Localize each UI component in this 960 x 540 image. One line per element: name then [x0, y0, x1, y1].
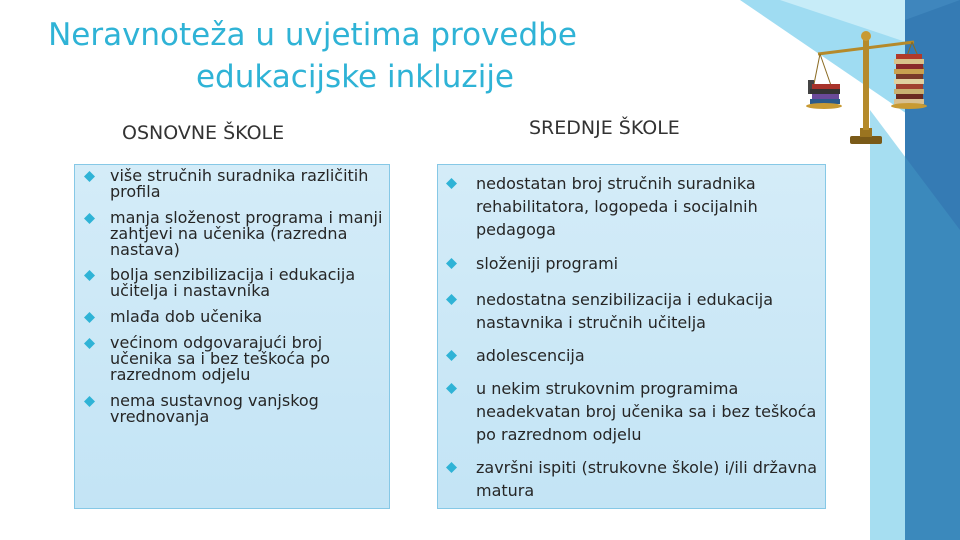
list-item-text: složeniji programi	[476, 254, 619, 273]
diamond-bullet-icon	[84, 396, 95, 407]
list-item	[446, 172, 824, 241]
diamond-bullet-icon	[446, 462, 457, 473]
list-item	[446, 288, 824, 334]
list-item	[84, 309, 389, 325]
list-item-text: nedostatan broj stručnih suradnika rehabilitatora, logopeda i socijalnih pedagoga	[476, 174, 758, 239]
list-item	[84, 267, 389, 299]
list-item-text: bolja senzibilizacija i edukacija učitelja i nastavnika	[110, 265, 356, 300]
list-item	[84, 393, 389, 425]
diamond-bullet-icon	[446, 178, 457, 189]
list-item-text: adolescencija	[476, 346, 585, 365]
slide-title-line-1: Neravnoteža u uvjetima provedbe	[48, 17, 577, 53]
list-item-text: nedostatna senzibilizacija i edukacija nastavnika i stručnih učitelja	[476, 290, 774, 332]
diamond-bullet-icon	[84, 338, 95, 349]
slide-title	[0, 14, 700, 98]
list-item-text: većinom odgovarajući broj učenika sa i bez teškoća po razrednom odjelu	[110, 333, 331, 384]
diamond-bullet-icon	[84, 270, 95, 281]
diamond-bullet-icon	[84, 171, 95, 182]
diamond-bullet-icon	[446, 258, 457, 269]
list-item-text: završni ispiti (strukovne škole) i/ili državna matura	[476, 458, 818, 500]
list-item	[446, 344, 824, 367]
diamond-bullet-icon	[446, 350, 457, 361]
balance-scale-with-books-icon	[804, 24, 928, 150]
list-item	[84, 335, 389, 383]
slide-title-line-2: edukacijske inkluzije	[195, 59, 515, 95]
list-item	[446, 252, 824, 275]
list-item-text: mlađa dob učenika	[110, 307, 263, 326]
list-item	[84, 210, 389, 258]
diamond-bullet-icon	[84, 213, 95, 224]
left-list	[84, 168, 389, 425]
list-item-text: više stručnih suradnika različitih profila	[110, 166, 369, 201]
diamond-bullet-icon	[446, 383, 457, 394]
list-item	[446, 377, 824, 446]
right-list	[446, 172, 824, 502]
left-column-heading: OSNOVNE ŠKOLE	[122, 122, 285, 144]
list-item	[446, 456, 824, 502]
right-column-heading: SREDNJE ŠKOLE	[529, 117, 680, 139]
list-item	[84, 168, 389, 200]
diamond-bullet-icon	[84, 312, 95, 323]
list-item-text: u nekim strukovnim programima neadekvatan broj učenika sa i bez teškoća po razrednom odjelu	[476, 379, 817, 444]
list-item-text: nema sustavnog vanjskog vrednovanja	[110, 391, 319, 426]
list-item-text: manja složenost programa i manji zahtjevi na učenika (razredna nastava)	[110, 208, 383, 259]
diamond-bullet-icon	[446, 294, 457, 305]
